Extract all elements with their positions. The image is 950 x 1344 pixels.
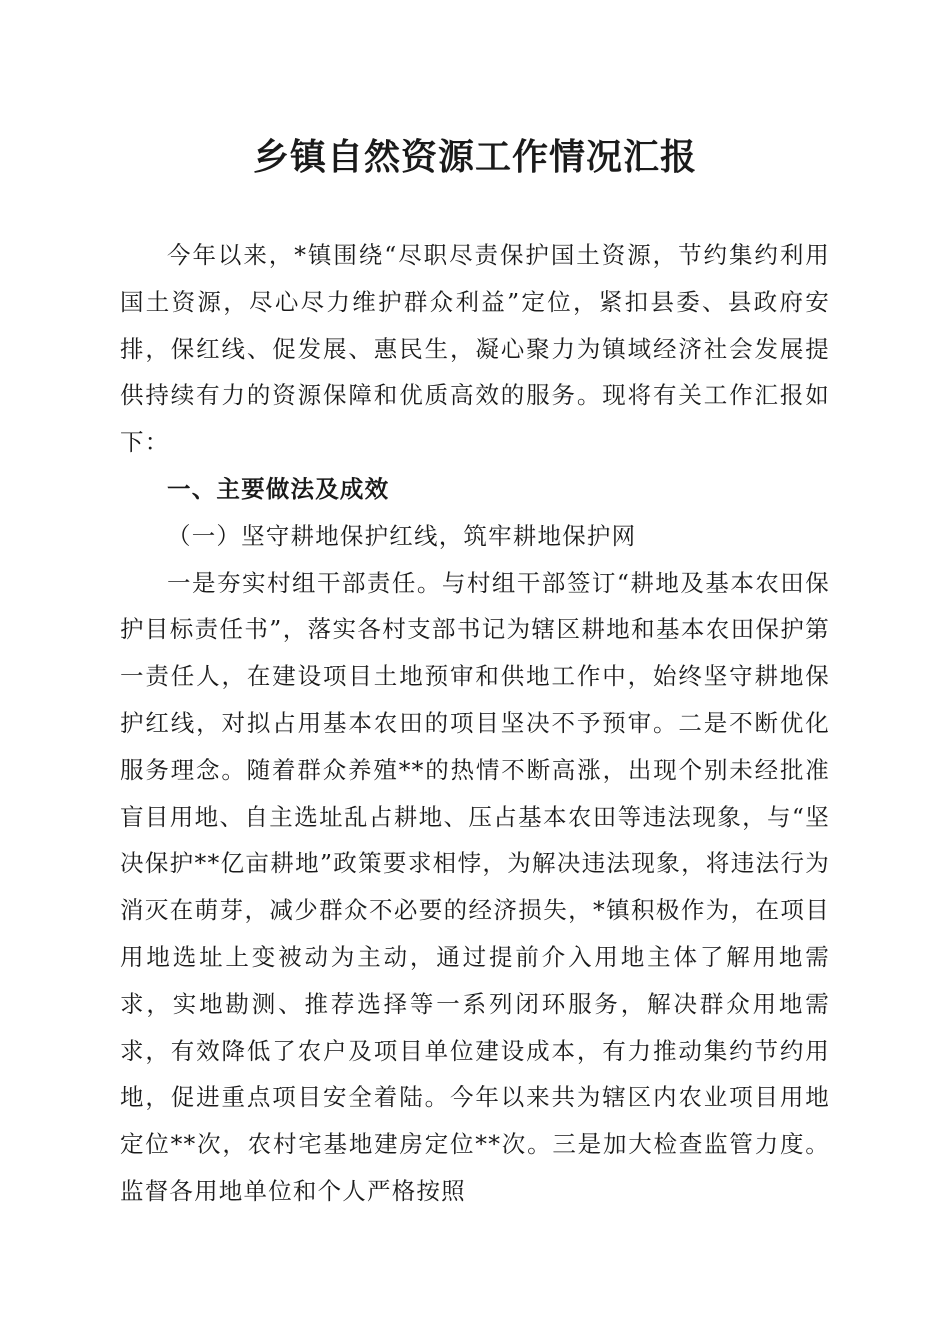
intro-paragraph: 今年以来，*镇围绕“尽职尽责保护国土资源，节约集约利用国土资源，尽心尽力维护群众利益”定位，紧扣县委、县政府安排，保红线、促发展、惠民生，凝心聚力为镇域经济社会发展提供持续有力的资源保障和优质高效的服务。现将有关工作汇报如下： — [120, 241, 830, 457]
body-paragraph: 一是夯实村组干部责任。与村组干部签订“耕地及基本农田保护目标责任书”，落实各村支部书记为辖区耕地和基本农田保护第一责任人，在建设项目土地预审和供地工作中，始终坚守耕地保护红线，对拟占用基本农田的项目坚决不予预审。二是不断优化服务理念。随着群众养殖**的热情不断高涨，出现个别未经批准盲目用地、自主选址乱占耕地、压占基本农田等违法现象，与“坚决保护**亿亩耕地”政策要求相悖，为解决违法现象，将违法行为消灭在萌芽，减少群众不必要的经济损失，*镇积极作为，在项目用地选址上变被动为主动，通过提前介入用地主体了解用地需求，实地勘测、推荐选择等一系列闭环服务，解决群众用地需求，有效降低了农户及项目单位建设成本，有力推动集约节约用地，促进重点项目安全着陆。今年以来共为辖区内农业项目用地定位**次，农村宅基地建房定位**次。三是加大检查监管力度。监督各用地单位和个人严格按照 — [120, 568, 830, 1205]
document-title: 乡镇自然资源工作情况汇报 — [252, 137, 697, 178]
document-body — [120, 232, 830, 1215]
section-heading: 一、主要做法及成效 — [167, 474, 390, 503]
subsection-heading: （一）坚守耕地保护红线，筑牢耕地保护网 — [167, 521, 637, 550]
